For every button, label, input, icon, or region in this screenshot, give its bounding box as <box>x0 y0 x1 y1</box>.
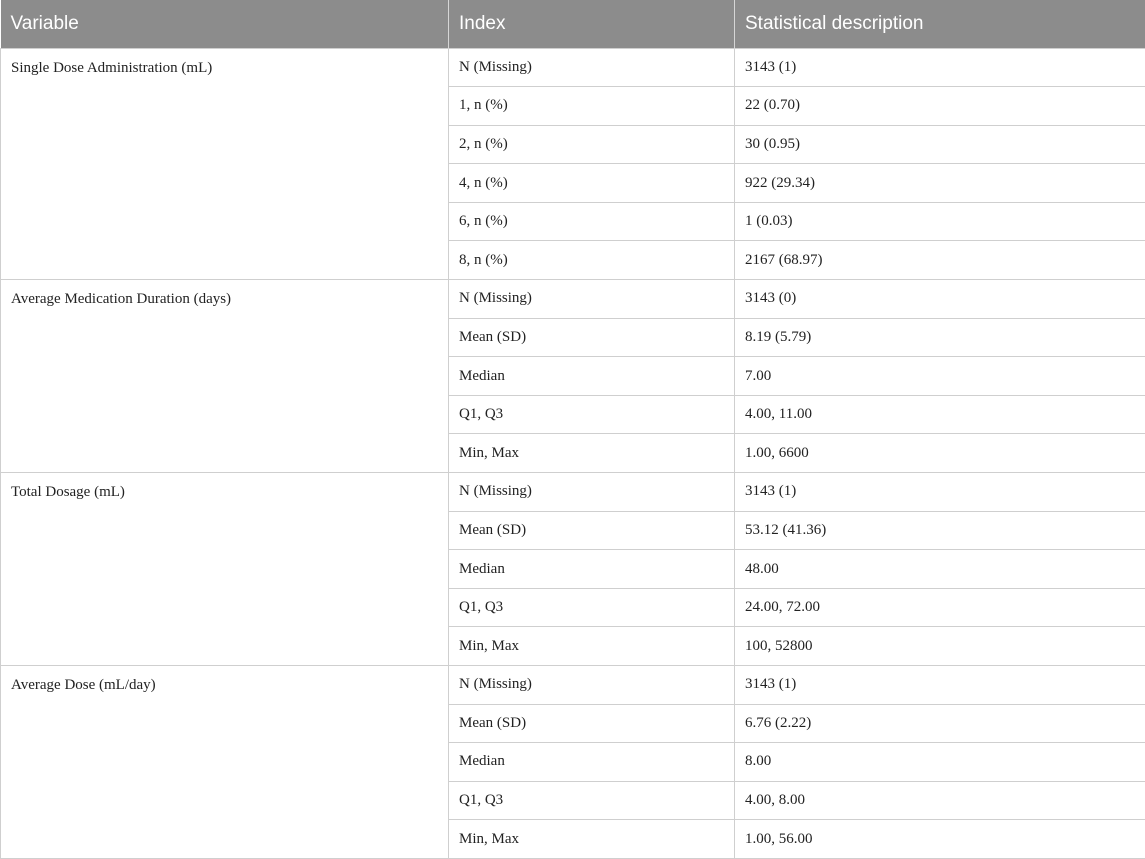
table-row <box>1 48 1145 87</box>
index-cell: Median <box>449 550 735 589</box>
description-cell: 53.12 (41.36) <box>735 511 1145 550</box>
description-cell: 48.00 <box>735 550 1145 589</box>
description-cell: 1.00, 56.00 <box>735 820 1145 859</box>
index-cell: Q1, Q3 <box>449 781 735 820</box>
index-cell: N (Missing) <box>449 48 735 87</box>
index-cell: 8, n (%) <box>449 241 735 280</box>
index-cell: 1, n (%) <box>449 87 735 126</box>
description-cell: 22 (0.70) <box>735 87 1145 126</box>
description-cell: 100, 52800 <box>735 627 1145 666</box>
description-cell: 7.00 <box>735 357 1145 396</box>
description-cell: 4.00, 11.00 <box>735 395 1145 434</box>
description-cell: 1 (0.03) <box>735 202 1145 241</box>
index-cell: 2, n (%) <box>449 125 735 164</box>
description-cell: 8.19 (5.79) <box>735 318 1145 357</box>
index-cell: Min, Max <box>449 627 735 666</box>
header-variable: Variable <box>1 0 449 48</box>
index-cell: Min, Max <box>449 434 735 473</box>
variable-cell: Total Dosage (mL) <box>1 473 449 666</box>
description-cell: 3143 (1) <box>735 473 1145 512</box>
description-cell: 6.76 (2.22) <box>735 704 1145 743</box>
index-cell: N (Missing) <box>449 666 735 705</box>
variable-cell: Average Dose (mL/day) <box>1 666 449 859</box>
description-cell: 2167 (68.97) <box>735 241 1145 280</box>
table-row <box>1 473 1145 512</box>
table-row <box>1 280 1145 319</box>
index-cell: Mean (SD) <box>449 511 735 550</box>
table-body <box>1 48 1145 858</box>
index-cell: Mean (SD) <box>449 318 735 357</box>
table-row <box>1 666 1145 705</box>
index-cell: Q1, Q3 <box>449 588 735 627</box>
header-description: Statistical description <box>735 0 1145 48</box>
index-cell: 6, n (%) <box>449 202 735 241</box>
index-cell: Median <box>449 357 735 396</box>
variable-cell: Average Medication Duration (days) <box>1 280 449 473</box>
header-row <box>1 0 1145 48</box>
index-cell: Mean (SD) <box>449 704 735 743</box>
description-cell: 30 (0.95) <box>735 125 1145 164</box>
description-cell: 3143 (1) <box>735 48 1145 87</box>
description-cell: 1.00, 6600 <box>735 434 1145 473</box>
index-cell: Min, Max <box>449 820 735 859</box>
index-cell: N (Missing) <box>449 280 735 319</box>
description-cell: 24.00, 72.00 <box>735 588 1145 627</box>
description-cell: 4.00, 8.00 <box>735 781 1145 820</box>
description-cell: 3143 (1) <box>735 666 1145 705</box>
table-header <box>1 0 1145 48</box>
index-cell: Median <box>449 743 735 782</box>
description-cell: 922 (29.34) <box>735 164 1145 203</box>
description-cell: 3143 (0) <box>735 280 1145 319</box>
index-cell: N (Missing) <box>449 473 735 512</box>
description-cell: 8.00 <box>735 743 1145 782</box>
index-cell: 4, n (%) <box>449 164 735 203</box>
header-index: Index <box>449 0 735 48</box>
variable-cell: Single Dose Administration (mL) <box>1 48 449 280</box>
index-cell: Q1, Q3 <box>449 395 735 434</box>
